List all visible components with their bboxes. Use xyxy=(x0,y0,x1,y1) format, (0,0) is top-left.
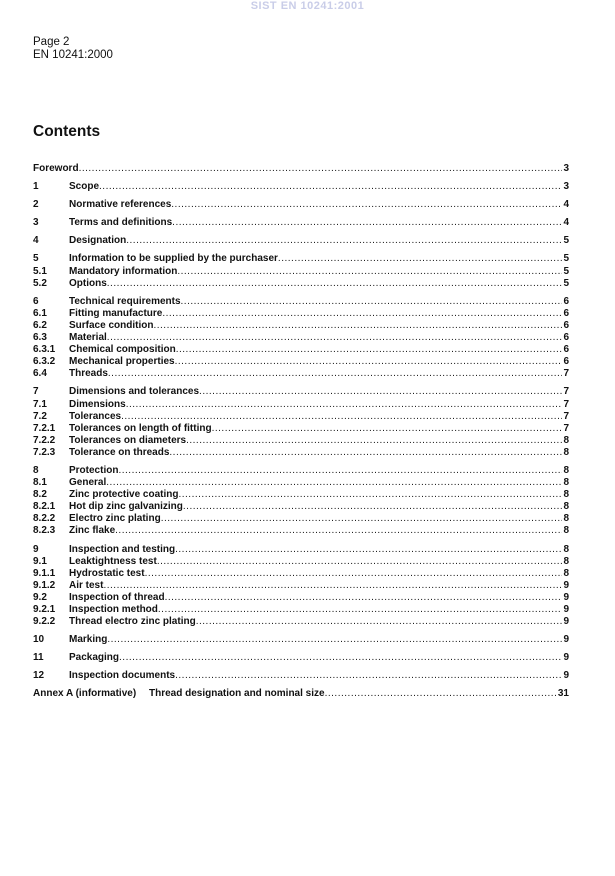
toc-entry[interactable] xyxy=(33,513,569,525)
toc-entry-page: 3 xyxy=(563,163,569,174)
toc-entry-number: 6.1 xyxy=(33,307,47,319)
toc-entry-title: Mechanical properties xyxy=(69,356,175,368)
toc-entry-page: 8 xyxy=(563,434,569,446)
toc-entry[interactable] xyxy=(33,399,569,411)
toc-entry-title: Tolerances on diameters xyxy=(69,434,187,446)
toc-entry-title: Options xyxy=(69,277,107,289)
toc-dot-leader xyxy=(108,368,563,380)
toc-entry-number: 9.1.2 xyxy=(33,579,56,591)
annex-title: Thread designation and nominal size xyxy=(149,688,325,700)
toc-entry-title: Inspection documents xyxy=(69,670,176,682)
toc-entry-page: 5 xyxy=(563,253,569,265)
toc-dot-leader xyxy=(121,411,562,423)
toc-entry-page: 9 xyxy=(563,670,569,682)
toc-entry-number: 6.2 xyxy=(33,319,47,331)
toc-entry[interactable] xyxy=(33,568,569,580)
toc-dot-leader xyxy=(172,217,562,229)
toc-entry-title: Protection xyxy=(69,464,119,476)
toc-dot-leader xyxy=(169,447,562,459)
toc-entry-number: 3 xyxy=(33,217,39,229)
contents-heading: Contents xyxy=(33,123,101,140)
annex-label: Annex A (informative) xyxy=(33,688,137,700)
toc-entry-page: 9 xyxy=(563,634,569,646)
toc-entry[interactable] xyxy=(33,423,569,435)
toc-entry[interactable] xyxy=(33,556,569,568)
toc-dot-leader xyxy=(186,435,562,447)
toc-entry-number: 8.1 xyxy=(33,477,47,489)
toc-entry-title: Mandatory information xyxy=(69,265,178,277)
toc-dot-leader xyxy=(106,477,562,489)
table-of-contents xyxy=(33,163,569,701)
toc-dot-leader xyxy=(181,296,563,308)
toc-entry-number: 9.2.2 xyxy=(33,616,56,628)
toc-entry[interactable] xyxy=(33,604,569,616)
toc-entry-number: 9 xyxy=(33,543,39,555)
toc-entry-page: 8 xyxy=(563,513,569,525)
toc-entry[interactable] xyxy=(33,525,569,537)
toc-entry-title: Inspection and testing xyxy=(69,543,176,555)
toc-entry-number: 6 xyxy=(33,295,39,307)
toc-entry-number: 7 xyxy=(33,386,39,398)
toc-entry-title: Technical requirements xyxy=(69,295,181,307)
toc-dot-leader xyxy=(175,670,562,682)
toc-dot-leader xyxy=(212,423,563,435)
toc-entry-page: 5 xyxy=(563,265,569,277)
toc-entry[interactable] xyxy=(33,332,569,344)
toc-dot-leader xyxy=(115,525,562,537)
toc-entry-page: 6 xyxy=(563,319,569,331)
watermark: SIST EN 10241:2001 xyxy=(250,0,365,12)
toc-entry-page: 9 xyxy=(563,616,569,628)
toc-entry-page: 7 xyxy=(563,398,569,410)
toc-entry-number: 4 xyxy=(33,235,39,247)
toc-entry-number: 5.1 xyxy=(33,265,47,277)
toc-entry-number: 7.2 xyxy=(33,410,47,422)
toc-entry[interactable] xyxy=(33,465,569,477)
toc-entry[interactable] xyxy=(33,501,569,513)
toc-dot-leader xyxy=(161,513,563,525)
toc-entry-title: Hydrostatic test xyxy=(69,567,145,579)
toc-entry-number: 5 xyxy=(33,253,39,265)
toc-entry-number: 7.2.2 xyxy=(33,434,56,446)
page-header xyxy=(33,36,113,62)
toc-dot-leader xyxy=(157,556,563,568)
toc-entry[interactable] xyxy=(33,489,569,501)
toc-entry-page: 8 xyxy=(563,446,569,458)
toc-entry-number: 8.2.1 xyxy=(33,501,56,513)
page-number: Page 2 xyxy=(33,36,70,48)
toc-entry-number: 7.2.3 xyxy=(33,446,56,458)
toc-entry-page: 7 xyxy=(563,422,569,434)
toc-dot-leader xyxy=(162,308,562,320)
toc-entry-page: 8 xyxy=(563,501,569,513)
toc-dot-leader xyxy=(175,544,562,556)
toc-annex-entry[interactable] xyxy=(33,688,569,700)
toc-entry-number: 11 xyxy=(33,652,44,664)
toc-entry-title: Fitting manufacture xyxy=(69,307,163,319)
toc-dot-leader xyxy=(126,235,562,247)
toc-dot-leader xyxy=(145,568,563,580)
toc-entry-title: Dimensions xyxy=(69,398,126,410)
toc-entry-number: 9.1.1 xyxy=(33,567,56,579)
toc-entry-page: 8 xyxy=(563,464,569,476)
toc-entry-title: Tolerances on length of fitting xyxy=(69,422,212,434)
toc-entry[interactable] xyxy=(33,435,569,447)
toc-entry-title: Designation xyxy=(69,235,127,247)
toc-dot-leader xyxy=(79,163,563,175)
toc-entry-page: 8 xyxy=(563,489,569,501)
toc-entry-title: Zinc flake xyxy=(69,525,116,537)
toc-dot-leader xyxy=(196,616,563,628)
toc-entry[interactable] xyxy=(33,181,569,193)
toc-entry-title: Tolerances xyxy=(69,410,122,422)
toc-entry-title: Inspection method xyxy=(69,604,158,615)
toc-dot-leader xyxy=(325,688,557,700)
toc-entry-number: 6.3.1 xyxy=(33,344,56,356)
toc-entry-number: 6.3 xyxy=(33,332,47,344)
toc-dot-leader xyxy=(171,199,562,211)
toc-entry[interactable] xyxy=(33,278,569,290)
toc-entry-page: 7 xyxy=(563,410,569,422)
toc-entry-title: Terms and definitions xyxy=(69,217,173,229)
toc-entry-page: 8 xyxy=(563,477,569,489)
toc-entry[interactable] xyxy=(33,163,569,175)
toc-entry-title: Information to be supplied by the purchaser xyxy=(69,253,278,265)
toc-entry-number: 7.1 xyxy=(33,398,47,410)
toc-entry[interactable] xyxy=(33,447,569,459)
toc-entry[interactable] xyxy=(33,477,569,489)
toc-entry-page: 7 xyxy=(563,368,569,380)
annex-page: 31 xyxy=(557,688,569,700)
toc-dot-leader xyxy=(118,465,562,477)
toc-entry[interactable] xyxy=(33,320,569,332)
toc-entry-title: Air test xyxy=(69,579,104,591)
toc-entry[interactable] xyxy=(33,344,569,356)
toc-entry-title: Dimensions and tolerances xyxy=(69,386,200,398)
toc-dot-leader xyxy=(119,652,562,664)
toc-entry[interactable] xyxy=(33,217,569,229)
toc-entry-page: 8 xyxy=(563,555,569,567)
toc-entry[interactable] xyxy=(33,266,569,278)
toc-entry-number: 8.2.3 xyxy=(33,525,56,537)
toc-entry[interactable] xyxy=(33,235,569,247)
toc-entry-title: Leaktightness test xyxy=(69,555,157,567)
toc-entry[interactable] xyxy=(33,670,569,682)
toc-entry[interactable] xyxy=(33,411,569,423)
toc-entry-title: Electro zinc plating xyxy=(69,513,161,525)
toc-dot-leader xyxy=(107,332,563,344)
toc-entry[interactable] xyxy=(33,356,569,368)
toc-entry[interactable] xyxy=(33,652,569,664)
toc-dot-leader xyxy=(199,386,562,398)
toc-entry-title: Surface condition xyxy=(69,319,154,331)
toc-entry-title: Inspection of thread xyxy=(69,591,165,603)
toc-dot-leader xyxy=(177,266,562,278)
toc-entry-number: 6.4 xyxy=(33,368,47,380)
toc-entry-title: General xyxy=(69,477,107,489)
toc-entry-page: 9 xyxy=(563,652,569,664)
toc-entry-page: 9 xyxy=(563,604,569,615)
toc-entry-number: 8 xyxy=(33,464,39,476)
toc-entry[interactable] xyxy=(33,386,569,398)
toc-entry[interactable] xyxy=(33,368,569,380)
toc-entry-number: 10 xyxy=(33,634,45,646)
toc-entry-page: 5 xyxy=(563,235,569,247)
toc-entry-title: Hot dip zinc galvanizing xyxy=(69,501,183,513)
toc-entry-page: 7 xyxy=(563,386,569,398)
toc-dot-leader xyxy=(165,592,563,604)
toc-dot-leader xyxy=(183,501,563,513)
toc-entry-title: Marking xyxy=(69,634,108,646)
toc-entry-page: 8 xyxy=(563,567,569,579)
toc-dot-leader xyxy=(278,253,563,265)
toc-entry-page: 5 xyxy=(563,277,569,289)
toc-entry[interactable] xyxy=(33,634,569,646)
toc-entry-page: 4 xyxy=(563,199,569,211)
toc-entry-page: 6 xyxy=(563,295,569,307)
toc-entry-number: 9.2.1 xyxy=(33,604,56,615)
toc-dot-leader xyxy=(153,320,562,332)
toc-entry[interactable] xyxy=(33,544,569,556)
toc-entry-title: Zinc protective coating xyxy=(69,489,179,501)
toc-entry-number: 6.3.2 xyxy=(33,356,56,368)
toc-entry-number: 12 xyxy=(33,670,45,682)
toc-entry-number: 1 xyxy=(33,181,39,193)
toc-dot-leader xyxy=(107,634,562,646)
toc-entry-page: 6 xyxy=(563,307,569,319)
toc-dot-leader xyxy=(107,278,563,290)
toc-dot-leader xyxy=(176,344,563,356)
toc-entry-page: 3 xyxy=(563,181,569,193)
toc-dot-leader xyxy=(103,580,562,592)
toc-entry-page: 6 xyxy=(563,356,569,368)
toc-entry-number: 9.1 xyxy=(33,555,47,567)
toc-entry-title: Material xyxy=(69,332,107,344)
toc-entry[interactable] xyxy=(33,296,569,308)
toc-dot-leader xyxy=(126,399,563,411)
toc-dot-leader xyxy=(175,356,563,368)
toc-entry[interactable] xyxy=(33,580,569,592)
toc-entry-title: Tolerance on threads xyxy=(69,446,170,458)
toc-dot-leader xyxy=(99,181,562,193)
toc-entry-title: Foreword xyxy=(33,163,79,174)
toc-entry-title: Thread electro zinc plating xyxy=(69,616,196,628)
toc-entry-number: 9.2 xyxy=(33,591,47,603)
toc-entry-page: 9 xyxy=(563,591,569,603)
toc-entry-page: 6 xyxy=(563,344,569,356)
toc-entry[interactable] xyxy=(33,308,569,320)
toc-entry-number: 8.2 xyxy=(33,489,47,501)
standard-reference: EN 10241:2000 xyxy=(33,49,113,61)
toc-entry-title: Chemical composition xyxy=(69,344,176,356)
toc-entry[interactable] xyxy=(33,592,569,604)
toc-entry-page: 8 xyxy=(563,525,569,537)
toc-entry-title: Scope xyxy=(69,181,100,193)
toc-entry[interactable] xyxy=(33,616,569,628)
toc-entry-number: 7.2.1 xyxy=(33,422,56,434)
toc-entry[interactable] xyxy=(33,253,569,265)
toc-entry-title: Threads xyxy=(69,368,108,380)
toc-entry-number: 2 xyxy=(33,199,39,211)
toc-entry-page: 8 xyxy=(563,543,569,555)
toc-dot-leader xyxy=(178,489,562,501)
toc-entry-title: Packaging xyxy=(69,652,120,664)
toc-entry-number: 5.2 xyxy=(33,277,47,289)
toc-entry[interactable] xyxy=(33,199,569,211)
toc-entry-page: 9 xyxy=(563,579,569,591)
toc-entry-page: 6 xyxy=(563,332,569,344)
toc-dot-leader xyxy=(158,604,563,616)
toc-entry-number: 8.2.2 xyxy=(33,513,56,525)
toc-entry-page: 4 xyxy=(563,217,569,229)
toc-entry-title: Normative references xyxy=(69,199,172,211)
